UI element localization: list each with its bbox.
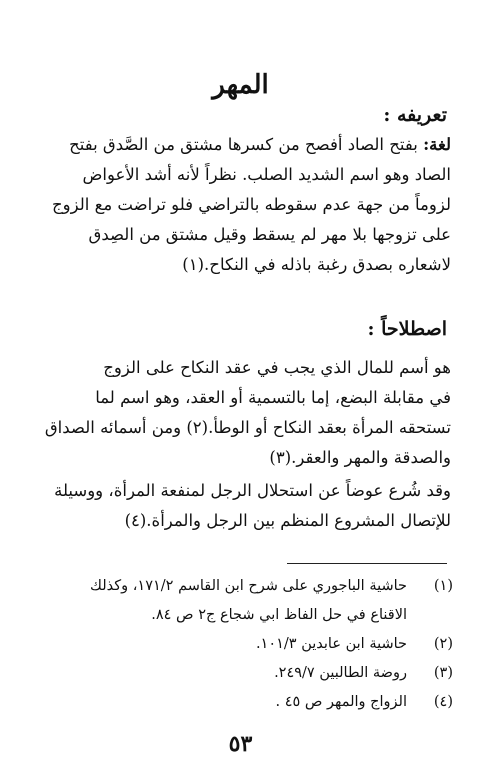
footnote	[28, 572, 453, 630]
footnote-text	[28, 630, 407, 659]
chapter-title: المهر	[212, 70, 269, 100]
footnote-text	[28, 659, 407, 688]
footnote-line: الاقناع في حل الفاظ ابي شجاع ج٢ ص ٨٤.	[151, 607, 407, 623]
footnote-text	[28, 688, 407, 717]
footnote-line: روضة الطالبين ٢٤٩/٧.	[274, 665, 407, 681]
footnote-line: الزواج والمهر ص ٤٥ .	[275, 694, 407, 710]
definition-line: لزوماً من جهة عدم سقوطه بالتراضي فلو تراضت مع الزوج	[51, 195, 451, 214]
footnotes	[28, 572, 453, 717]
definition-paragraph	[31, 130, 451, 280]
terminology-line: في مقابلة البضع، إما بالتسمية أو العقد، وهو اسم لما	[95, 388, 451, 407]
definition-line-text: بفتح الصاد أفصح من كسرها مشتق من الصَّدق بفتح	[69, 135, 418, 154]
footnote-number: (٢)	[433, 636, 453, 652]
footnote-line: حاشية الباجوري على شرح ابن القاسم ١٧١/٢، وكذلك	[89, 578, 407, 594]
terminology-paragraph-2	[31, 476, 451, 536]
definition-line: الصاد وهو اسم الشديد الصلب. نظراً لأنه أشد الأعواض	[82, 165, 451, 184]
footnote	[28, 659, 453, 688]
terminology-line: والصدقة والمهر والعقر.(٣)	[269, 448, 451, 467]
footnote-separator	[287, 563, 447, 564]
terminology-line: للإتصال المشروع المنظم بين الرجل والمرأة.(٤)	[124, 511, 451, 530]
definition-line: لاشعاره بصدق رغبة باذله في النكاح.(١)	[182, 255, 451, 274]
footnote-number: (٤)	[433, 694, 453, 710]
lexical-label: لغة:	[423, 135, 451, 154]
terminology-line: وقد شُرع عوضاً عن استحلال الرجل لمنفعة المرأة، ووسيلة	[54, 481, 451, 500]
section-heading-definition: تعريفه :	[383, 104, 447, 126]
section-heading-terminology: اصطلاحاً :	[367, 318, 447, 340]
definition-line: على تزوجها بلا مهر لم يسقط وقيل مشتق من الصِدق	[88, 225, 451, 244]
footnote	[28, 688, 453, 717]
definition-line	[31, 130, 451, 160]
terminology-paragraph-1	[31, 353, 451, 473]
footnote-number: (٣)	[433, 665, 453, 681]
terminology-line: تستحقه المرأة بعقد النكاح أو الوطأ.(٢) ومن أسمائه الصداق	[44, 418, 451, 437]
terminology-line: هو أسم للمال الذي يجب في عقد النكاح على الزوج	[103, 358, 451, 377]
page-number: ٥٣	[228, 731, 253, 757]
footnote-number: (١)	[433, 578, 453, 594]
footnote-text	[28, 572, 407, 630]
footnote	[28, 630, 453, 659]
footnote-line: حاشية ابن عابدين ١٠١/٣.	[255, 636, 407, 652]
